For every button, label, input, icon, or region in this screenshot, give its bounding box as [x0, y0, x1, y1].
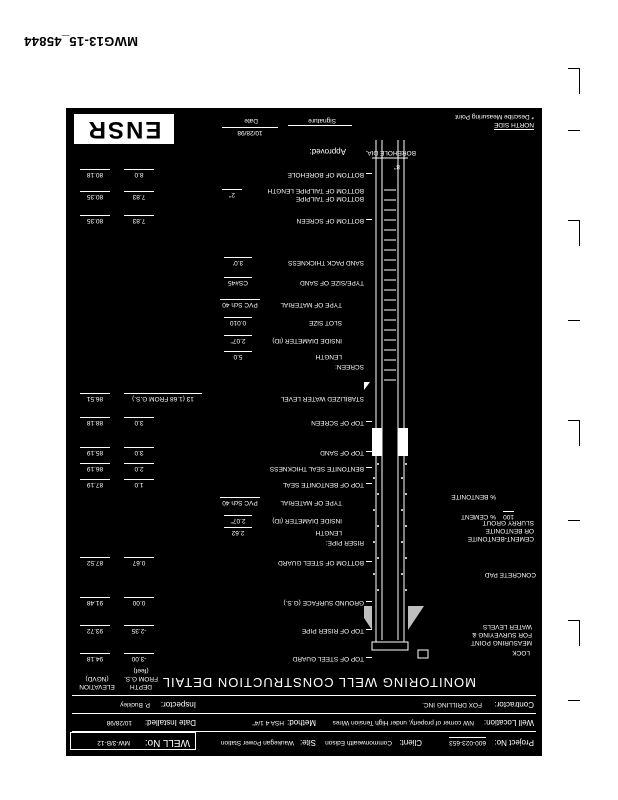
row-depth-ground-surface: 0.00 [124, 597, 154, 606]
row-label-bottom-steel-guard: BOTTOM OF STEEL GUARD [278, 559, 364, 566]
date-label: Date [244, 117, 258, 124]
row-label-top-riser-pipe: TOP OF RISER PIPE [301, 627, 364, 634]
riser-material-label: TYPE OF MATERIAL [280, 499, 342, 506]
row-depth-top-sand: 3.0 [124, 447, 154, 456]
method-label: Method: [287, 718, 316, 727]
well-diagram [364, 130, 464, 670]
inspector: P. Buckley [120, 701, 150, 708]
row-depth-top-screen: 3.0 [124, 417, 154, 426]
screen-length-label: LENGTH [315, 353, 342, 360]
approval-date: 10/28/98 [222, 127, 278, 136]
cement-percent: 100 [503, 513, 514, 520]
project-no: 600-023-653 [449, 739, 486, 746]
row-depth-bottom-tailpipe: 7.83 [124, 191, 154, 200]
row-elev-bottom-screen: 80.35 [80, 215, 110, 224]
approved-label: Approved: [309, 147, 346, 156]
well-construction-sheet [66, 108, 542, 756]
riser-length: 2.62 [224, 527, 252, 536]
row-elev-top-bentonite-seal: 87.19 [80, 479, 110, 488]
borehole-dia-value: 8" [394, 163, 400, 170]
lock-label: LOCK [512, 649, 530, 656]
riser-material: PVC Sch 40 [220, 497, 260, 506]
measuring-point-note: MEASURING POINT FOR SURVEYING & WATER LEVELS [471, 623, 532, 646]
signature-label: Signature [308, 117, 336, 124]
well-location: NW corner of property, under High Tension Wires [332, 719, 474, 726]
ensr-logo: ENSR [74, 114, 174, 144]
contractor-label: Contractor: [494, 700, 534, 709]
sand-thickness: 3.0' [224, 257, 252, 266]
sand-type-label: TYPE/SIZE OF SAND [300, 279, 364, 286]
north-side-label: NORTH SIDE [494, 121, 534, 128]
registration-marks [568, 60, 588, 760]
column-elevation: ELEVATION (NGVD) [79, 675, 115, 690]
row-elev-water-level: 86.51 [80, 393, 110, 402]
row-depth-bentonite-thickness: 2.0 [124, 463, 154, 472]
cement-label: % CEMENT [460, 513, 496, 520]
row-depth-top-riser-pipe: -2.35 [124, 625, 154, 634]
row-label-bottom-tailpipe: BOTTOM OF TAILPIPE [295, 195, 364, 202]
row-depth-bottom-screen: 7.83 [124, 215, 154, 224]
screen-slot: 0.010 [224, 317, 252, 326]
row-elev-top-steel-guard: 94.18 [80, 653, 110, 662]
document-id: MWG13-15_45844 [23, 34, 138, 49]
sand-thickness-label: SAND PACK THICKNESS [288, 259, 364, 266]
screen-id: 2.07" [224, 335, 252, 344]
row-label-bottom-borehole: BOTTOM OF BOREHOLE [287, 171, 364, 178]
screen-material: PVC Sch 40 [220, 299, 260, 308]
row-label-top-sand: TOP OF SAND [320, 449, 364, 456]
row-elev-bottom-borehole: 80.18 [80, 169, 110, 178]
client-label: Client: [399, 738, 422, 747]
row-elev-bentonite-thickness: 86.19 [80, 463, 110, 472]
well-no: MW-3/B-12 [97, 739, 130, 746]
row-depth-bottom-borehole: 8.0 [124, 169, 154, 178]
row-elev-bottom-tailpipe: 80.35 [80, 191, 110, 200]
screen-slot-label: SLOT SIZE [308, 319, 342, 326]
row-depth-top-bentonite-seal: 1.0 [124, 479, 154, 488]
row-label-top-screen: TOP OF SCREEN [311, 419, 364, 426]
screen-material-label: TYPE OF MATERIAL [280, 301, 342, 308]
grout-note: CEMENT-BENTONITE OR BENTONITE SLURRY GROUT [467, 519, 534, 542]
row-label-water-level: STABILIZED WATER LEVEL [280, 395, 364, 402]
row-label-ground-surface: GROUND SURFACE (G.S.) [283, 599, 364, 606]
screen-id-label: INSIDE DIAMETER (ID) [272, 337, 342, 344]
sheet-title: MONITORING WELL CONSTRUCTION DETAIL [161, 675, 476, 690]
row-depth-top-steel-guard: -3.00 [124, 653, 154, 662]
riser-section-label: RISER PIPE: [325, 539, 364, 546]
bentonite-label: % BENTONITE [451, 493, 496, 500]
riser-id: 2.07" [224, 515, 252, 524]
row-elev-top-riser-pipe: 93.72 [80, 625, 110, 634]
tailpipe-length: 2" [222, 189, 242, 198]
row-elev-top-sand: 85.19 [80, 447, 110, 456]
inspector-label: Inspector: [160, 700, 196, 709]
footnote: * Describe Measuring Point [455, 113, 534, 120]
client: Commonwealth Edison [325, 739, 392, 746]
row-label-bottom-screen: BOTTOM OF SCREEN [296, 217, 364, 224]
riser-id-label: INSIDE DIAMETER (ID) [272, 517, 342, 524]
tailpipe-length-label: BOTTOM OF TAILPIPE LENGTH [267, 187, 364, 194]
screen-section-label: SCREEN: [335, 363, 364, 370]
row-label-bentonite-thickness: BENTONITE SEAL THICKNESS [269, 465, 364, 472]
date-installed: 10/28/98 [106, 719, 132, 726]
row-elev-ground-surface: 91.48 [80, 597, 110, 606]
date-installed-label: Date Installed: [144, 718, 196, 727]
method: HSA 4 1/4" [252, 719, 284, 726]
contractor: FOX DRILLING INC. [422, 701, 482, 708]
concrete-pad-label: CONCRETE PAD [484, 571, 536, 578]
site-label: Site: [299, 738, 316, 747]
borehole-dia-label: BOREHOLE DIA. [365, 149, 416, 156]
riser-length-label: LENGTH [315, 529, 342, 536]
row-label-top-steel-guard: TOP OF STEEL GUARD [292, 655, 364, 662]
well-no-label: WELL No: [144, 737, 190, 748]
project-no-label: Project No: [494, 738, 534, 747]
site: Waukegan Power Station [220, 739, 294, 746]
column-depth: DEPTH FROM G.S. (feet) [124, 667, 158, 690]
screen-length: 5.0 [224, 351, 252, 360]
row-depth-bottom-steel-guard: 0.67 [124, 557, 154, 566]
row-elev-bottom-steel-guard: 87.52 [80, 557, 110, 566]
row-elev-top-screen: 88.18 [80, 417, 110, 426]
row-label-top-bentonite-seal: TOP OF BENTONITE SEAL [282, 481, 364, 488]
well-location-label: Well Location: [483, 718, 534, 727]
sand-type: CS#45 [224, 277, 252, 286]
row-depth-water-level: 13 (1.68 FROM G.S.) [124, 393, 202, 402]
